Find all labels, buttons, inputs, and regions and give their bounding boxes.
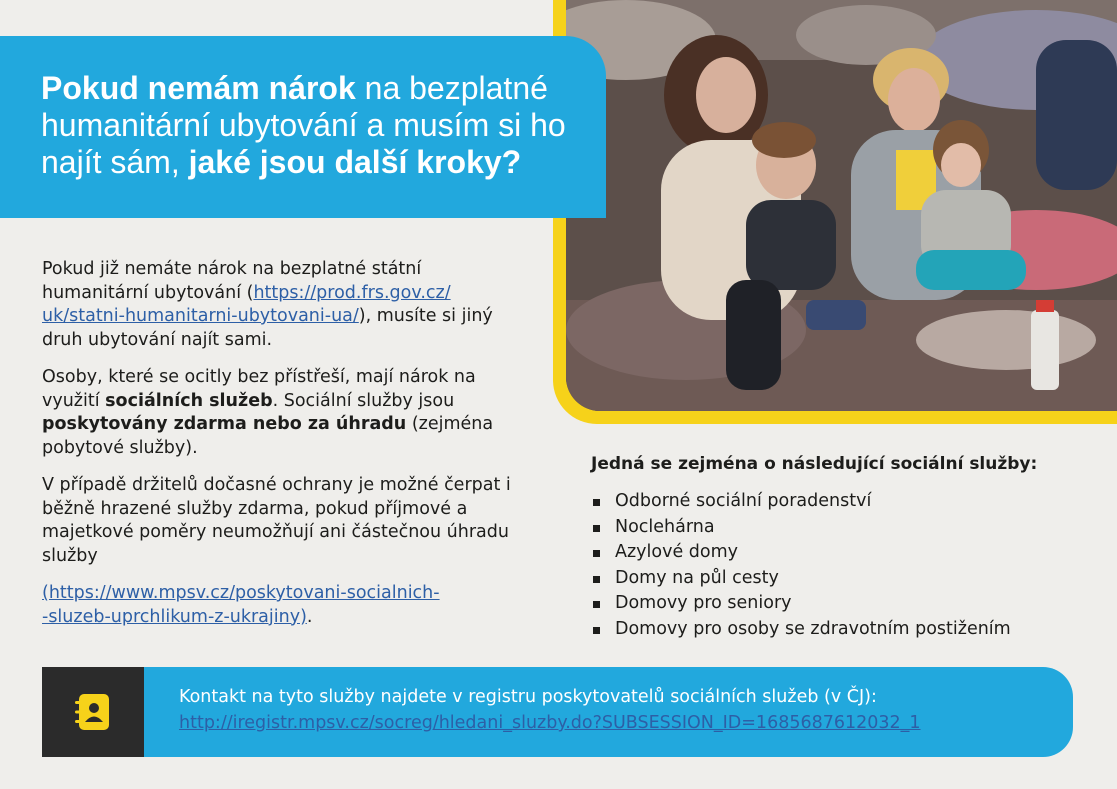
paragraph-mpsv-link: (https://www.mpsv.cz/poskytovani-socialnich- -sluzeb-uprchlikum-z-ukrajiny). <box>42 583 440 627</box>
title-band <box>0 36 606 218</box>
frs-link[interactable]: https://prod.frs.gov.cz/ uk/statni-humanitarni-ubytovani-ua/ <box>42 282 451 326</box>
registry-link[interactable]: http://iregistr.mpsv.cz/socreg/hledani_sluzby.do?SUBSESSION_ID=1685687612032_1 <box>179 713 921 733</box>
paragraph-accommodation: Pokud již nemáte nárok na bezplatné státní humanitární ubytování (https://prod.frs.gov.cz/ uk/statni-humanitarni-ubytovani-ua/), musíte si jiný druh ubytování najít sami. <box>42 259 493 350</box>
refugee-family-photo <box>566 0 1117 411</box>
list-item: Azylové domy <box>591 540 1101 566</box>
contact-band <box>42 667 1073 757</box>
list-item: Domovy pro seniory <box>591 591 1101 617</box>
page-title: Pokud nemám nárok na bezplatné humanitární ubytování a musím si ho najít sám, jaké jsou další kroky? <box>41 70 566 180</box>
contact-description: Kontakt na tyto služby najdete v registru poskytovatelů sociálních služeb (v ČJ): <box>179 687 877 707</box>
contact-book-icon <box>75 693 111 731</box>
bullet-icon <box>593 576 600 583</box>
mpsv-link[interactable]: (https://www.mpsv.cz/poskytovani-socialnich- -sluzeb-uprchlikum-z-ukrajiny) <box>42 583 440 627</box>
list-item: Domovy pro osoby se zdravotním postižením <box>591 617 1101 643</box>
services-section <box>591 453 1101 642</box>
bullet-icon <box>593 525 600 532</box>
services-heading: Jedná se zejména o následující sociální služby: <box>591 454 1038 474</box>
contact-icon-box <box>42 667 144 757</box>
bullet-icon <box>593 627 600 634</box>
paragraph-social-services: Osoby, které se ocitly bez přístřeší, mají nárok na využití sociálních služeb. Sociální služby jsou poskytovány zdarma nebo za úhradu (zejména pobytové služby). <box>42 367 494 458</box>
bullet-icon <box>593 601 600 608</box>
bullet-icon <box>593 550 600 557</box>
contact-text <box>179 684 1059 736</box>
left-text-column <box>42 258 522 643</box>
list-item: Odborné sociální poradenství <box>591 489 1101 515</box>
list-item: Domy na půl cesty <box>591 566 1101 592</box>
list-item: Noclehárna <box>591 515 1101 541</box>
paragraph-temporary-protection: V případě držitelů dočasné ochrany je možné čerpat i běžně hrazené služby zdarma, pokud příjmové a majetkové poměry neumožňují ani částečnou úhradu služby <box>42 475 511 566</box>
services-list <box>591 489 1101 642</box>
bullet-icon <box>593 499 600 506</box>
